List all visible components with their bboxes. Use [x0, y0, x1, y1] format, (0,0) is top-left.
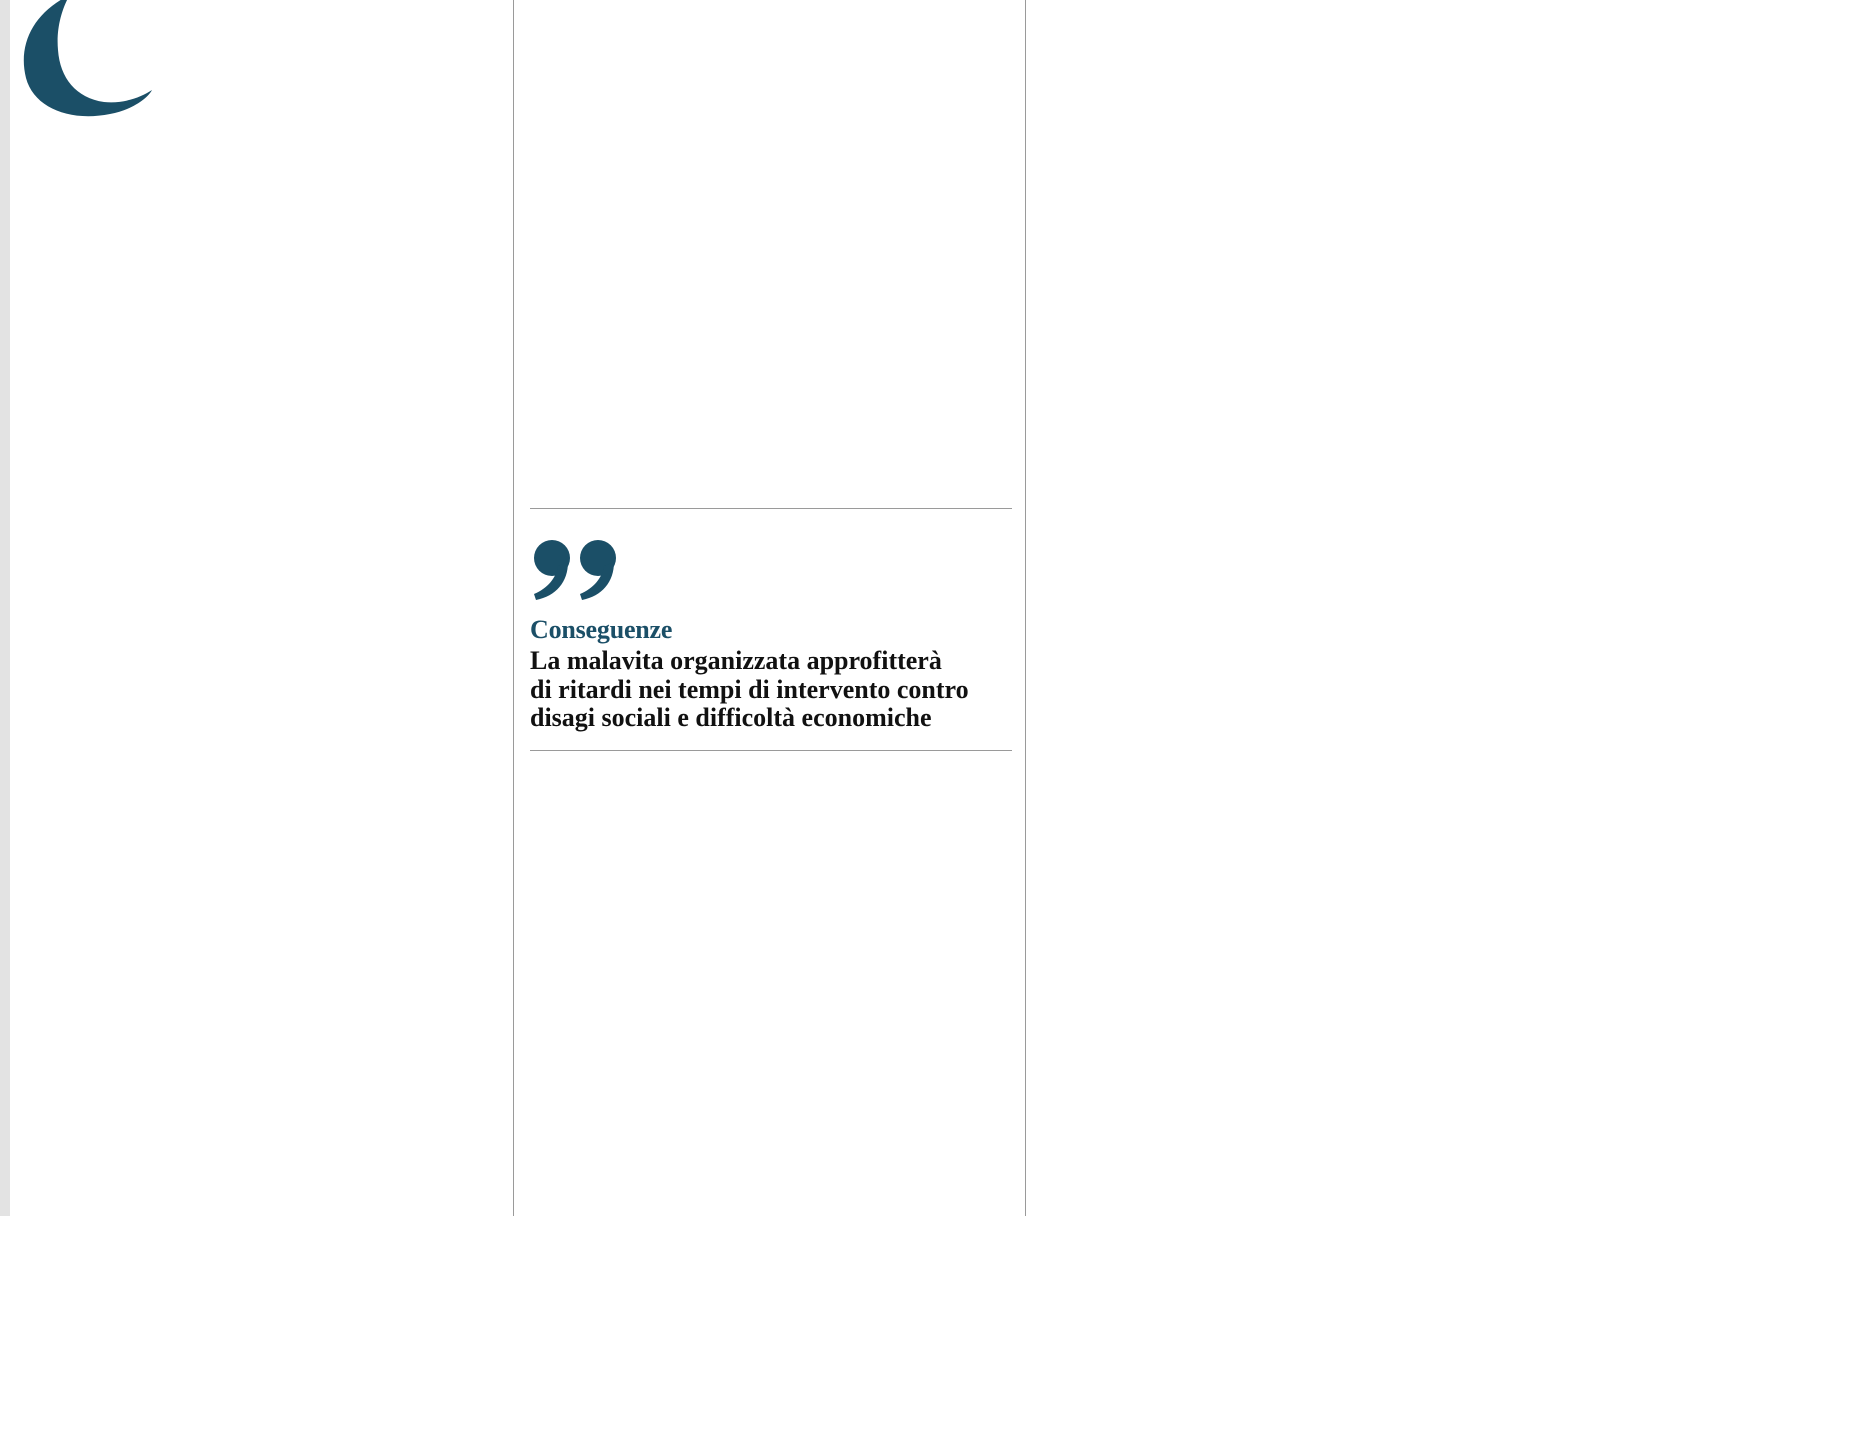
pull-quote-headline-line: La malavita organizzata approfitterà [530, 646, 942, 675]
pull-quote-kicker: Conseguenze [530, 615, 673, 644]
pull-quote-headline [530, 647, 1012, 733]
pull-quote-rule-bottom [530, 750, 1012, 751]
pull-quote-rule-top [530, 508, 1012, 509]
column-rule-2 [1025, 0, 1026, 1216]
pull-quote [530, 508, 1012, 752]
column-rule-1 [513, 0, 514, 1216]
pull-quote-headline-line: disagi sociali e difficoltà economiche [530, 703, 932, 732]
page-edge [0, 0, 10, 1216]
pull-quote-headline-line: di ritardi nei tempi di intervento contro [530, 674, 969, 704]
quotation-mark-icon [532, 538, 624, 600]
letter-c-dropcap-icon [10, 0, 152, 126]
